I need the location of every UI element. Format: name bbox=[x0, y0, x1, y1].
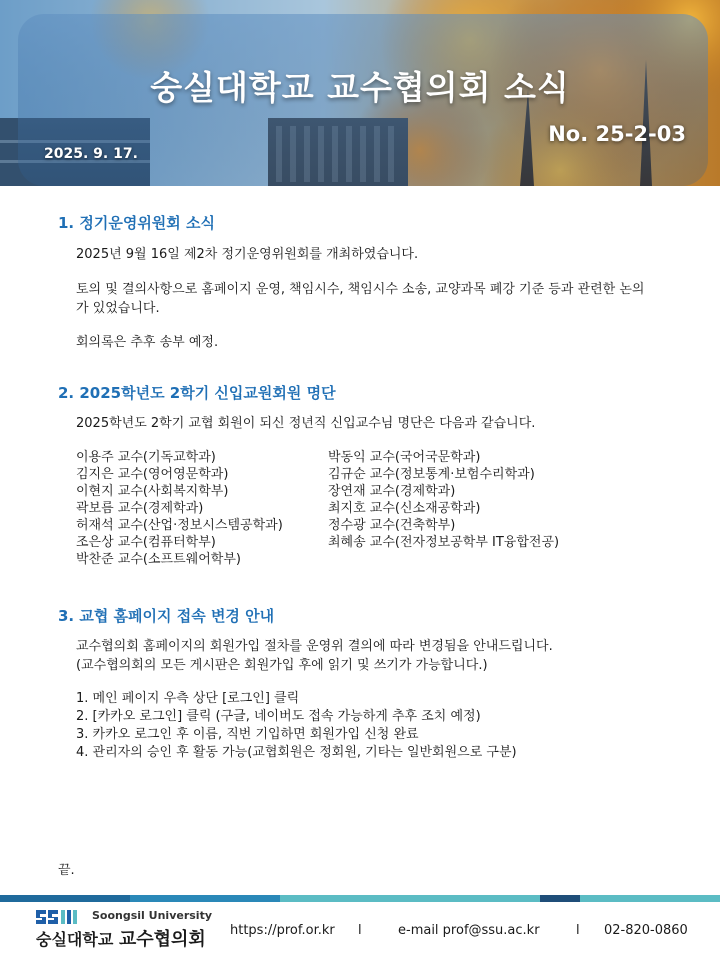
footer-separator: l bbox=[576, 923, 580, 938]
section-title: 2. 2025학년도 2학기 신입교원회원 명단 bbox=[58, 384, 336, 402]
email-link[interactable]: e-mail prof@ssu.ac.kr bbox=[398, 923, 540, 938]
association-logo bbox=[36, 908, 212, 952]
paragraph: 토의 및 결의사항으로 홈페이지 운영, 책임시수, 책임시수 소송, 교양과목 폐강 기준 등과 관련한 논의가 있었습니다. bbox=[76, 282, 645, 316]
list-item: 박동익 교수(국어국문학과) bbox=[328, 450, 481, 465]
section-title: 1. 정기운영위원회 소식 bbox=[58, 214, 215, 232]
list-item: 김지은 교수(영어영문학과) bbox=[76, 467, 229, 482]
list-item: 1. 메인 페이지 우측 상단 [로그인] 클릭 bbox=[76, 691, 300, 706]
signup-steps bbox=[76, 690, 517, 762]
issue-date: 2025. 9. 17. bbox=[44, 146, 138, 162]
list-item: 장연재 교수(경제학과) bbox=[328, 484, 456, 499]
member-list-right bbox=[328, 449, 559, 551]
list-item: 정수광 교수(건축학부) bbox=[328, 518, 456, 533]
list-item: 4. 관리자의 승인 후 활동 가능(교협회원은 정회원, 기타는 일반회원으로 구분) bbox=[76, 745, 517, 760]
paragraph: 2025학년도 2학기 교협 회원이 되신 정년직 신입교수님 명단은 다음과 같습니다. bbox=[76, 416, 536, 431]
logo-university-text: 숭실대학교 bbox=[36, 930, 114, 949]
closing-text: 끝. bbox=[58, 863, 75, 878]
list-item: 허재석 교수(산업·정보시스템공학과) bbox=[76, 518, 283, 533]
paragraph: 회의록은 추후 송부 예정. bbox=[76, 335, 219, 350]
list-item: 최지호 교수(신소재공학과) bbox=[328, 501, 481, 516]
list-item: 이현지 교수(사회복지학부) bbox=[76, 484, 229, 499]
list-item: 곽보름 교수(경제학과) bbox=[76, 501, 204, 516]
list-item: 조은상 교수(컴퓨터학부) bbox=[76, 535, 216, 550]
logo-association-text: 교수협의회 bbox=[118, 929, 206, 950]
paragraph: (교수협의회의 모든 게시판은 회원가입 후에 읽기 및 쓰기가 가능합니다.) bbox=[76, 658, 488, 673]
website-link[interactable]: https://prof.or.kr bbox=[230, 923, 335, 938]
list-item: 박찬준 교수(소프트웨어학부) bbox=[76, 552, 241, 567]
footer-divider bbox=[0, 895, 720, 902]
footer-separator: l bbox=[358, 923, 362, 938]
issue-number: No. 25-2-03 bbox=[548, 122, 686, 146]
section-title: 3. 교협 홈페이지 접속 변경 안내 bbox=[58, 607, 275, 625]
logo-korean-name bbox=[36, 925, 206, 951]
list-item: 3. 카카오 로그인 후 이름, 직번 기입하면 회원가입 신청 완료 bbox=[76, 727, 419, 742]
paragraph: 교수협의회 홈페이지의 회원가입 절차를 운영위 결의에 따라 변경됨을 안내드립니다. bbox=[76, 639, 553, 654]
newsletter-title: 숭실대학교 교수협의회 소식 bbox=[150, 68, 570, 107]
list-item: 2. [카카오 로그인] 클릭 (구글, 네이버도 접속 가능하게 추후 조치 예정) bbox=[76, 709, 481, 724]
list-item: 김규순 교수(정보통계·보험수리학과) bbox=[328, 467, 535, 482]
notice-intro bbox=[76, 637, 553, 675]
soongsil-logo-icon bbox=[36, 908, 88, 926]
header-banner bbox=[0, 0, 720, 186]
list-item: 최혜송 교수(전자정보공학부 IT융합전공) bbox=[328, 535, 560, 550]
member-list-left bbox=[76, 449, 283, 568]
list-item: 이용주 교수(기독교학과) bbox=[76, 450, 216, 465]
paragraph: 2025년 9월 16일 제2차 정기운영위원회를 개최하였습니다. bbox=[76, 247, 419, 262]
logo-english-name: Soongsil University bbox=[92, 909, 212, 922]
phone-number: 02-820-0860 bbox=[604, 923, 688, 938]
